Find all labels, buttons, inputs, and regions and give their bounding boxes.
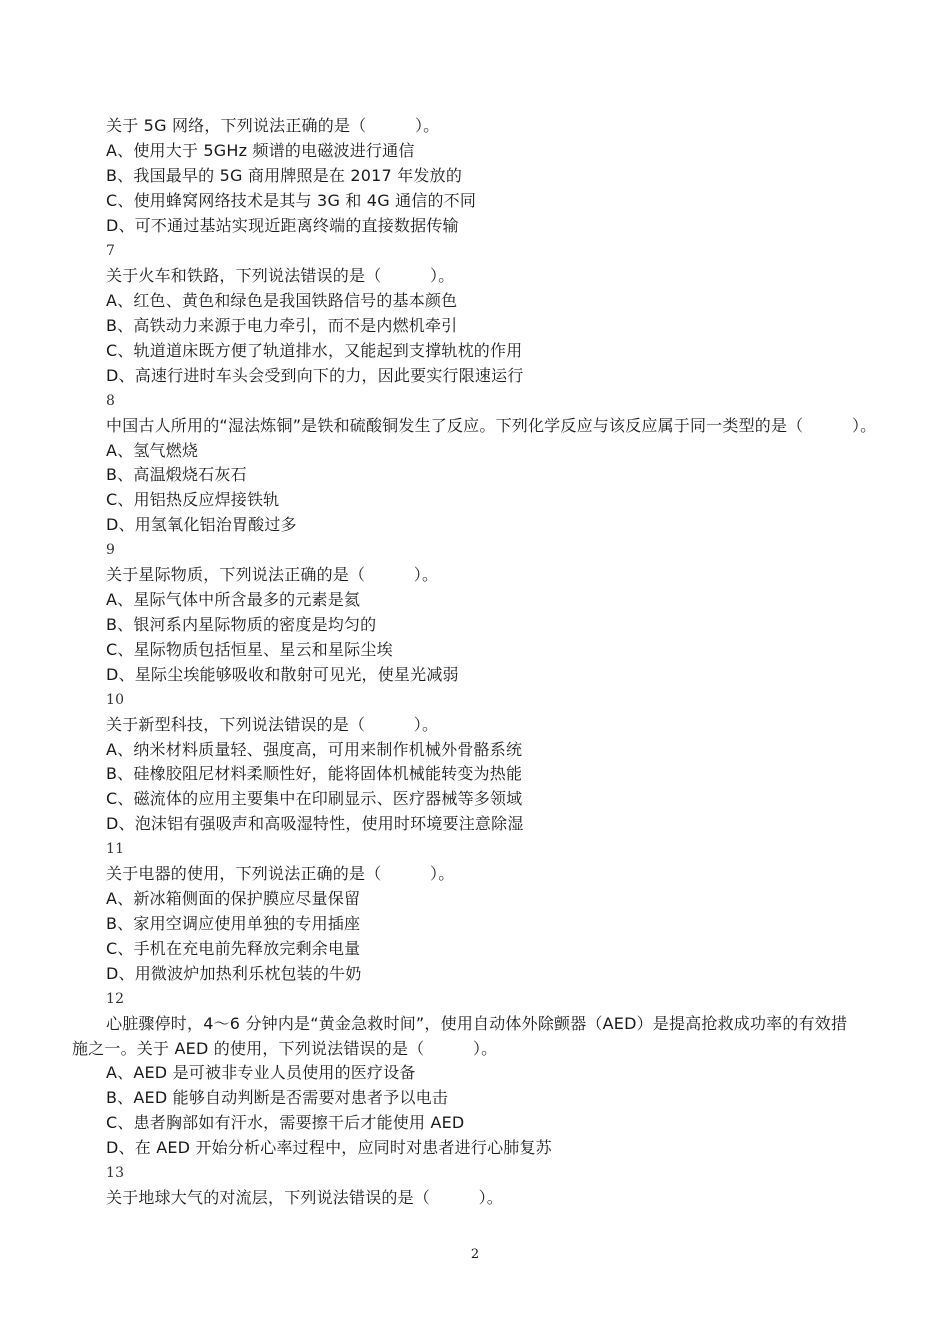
option-a: A、红色、黄色和绿色是我国铁路信号的基本颜色 (106, 291, 458, 310)
question-stem: 关于地球大气的对流层，下列说法错误的是（ ）。 (106, 1188, 504, 1207)
option-b: B、AED 能够自动判断是否需要对患者予以电击 (106, 1088, 449, 1107)
question-stem: 心脏骤停时，4～6 分钟内是“黄金急救时间”，使用自动体外除颤器（AED）是提高抢救成功率的有效措 (106, 1014, 848, 1033)
option-d: D、用氢氧化铝治胃酸过多 (106, 515, 297, 534)
option-c: C、用铝热反应焊接铁轨 (106, 490, 280, 509)
option-b: B、家用空调应使用单独的专用插座 (106, 914, 361, 933)
question-stem-continued: 施之一。关于 AED 的使用，下列说法错误的是（ ）。 (72, 1039, 498, 1058)
option-a: A、星际气体中所含最多的元素是氦 (106, 590, 361, 609)
question-stem: 关于电器的使用，下列说法正确的是（ ）。 (106, 864, 455, 883)
question-number: 13 (106, 1165, 125, 1181)
question-number: 8 (106, 393, 116, 409)
question-number: 7 (106, 243, 116, 259)
option-c: C、使用蜂窝网络技术是其与 3G 和 4G 通信的不同 (106, 191, 477, 210)
option-b: B、高温煅烧石灰石 (106, 465, 247, 484)
option-a: A、AED 是可被非专业人员使用的医疗设备 (106, 1063, 416, 1082)
question-stem: 关于火车和铁路，下列说法错误的是（ ）。 (106, 266, 455, 285)
question-number: 11 (106, 841, 125, 857)
option-d: D、星际尘埃能够吸收和散射可见光，使星光减弱 (106, 665, 459, 684)
option-d: D、在 AED 开始分析心率过程中，应同时对患者进行心肺复苏 (106, 1138, 552, 1157)
option-b: B、银河系内星际物质的密度是均匀的 (106, 615, 377, 634)
question-stem: 关于 5G 网络，下列说法正确的是（ ）。 (106, 116, 440, 135)
option-b: B、高铁动力来源于电力牵引，而不是内燃机牵引 (106, 316, 458, 335)
question-stem: 关于新型科技，下列说法错误的是（ ）。 (106, 715, 439, 734)
option-a: A、新冰箱侧面的保护膜应尽量保留 (106, 889, 361, 908)
question-number: 12 (106, 991, 125, 1007)
option-b: B、硅橡胶阻尼材料柔顺性好，能将固体机械能转变为热能 (106, 764, 523, 783)
option-c: C、手机在充电前先释放完剩余电量 (106, 939, 361, 958)
option-c: C、星际物质包括恒星、星云和星际尘埃 (106, 640, 393, 659)
option-a: A、使用大于 5GHz 频谱的电磁波进行通信 (106, 141, 415, 160)
option-b: B、我国最早的 5G 商用牌照是在 2017 年发放的 (106, 166, 463, 185)
option-c: C、患者胸部如有汗水，需要擦干后才能使用 AED (106, 1113, 465, 1132)
question-number: 10 (106, 692, 125, 708)
question-stem: 中国古人所用的“湿法炼铜”是铁和硫酸铜发生了反应。下列化学反应与该反应属于同一类型的是（ ）。 (106, 416, 877, 435)
option-d: D、可不通过基站实现近距离终端的直接数据传输 (106, 216, 459, 235)
option-d: D、泡沫铝有强吸声和高吸湿特性，使用时环境要注意除湿 (106, 814, 524, 833)
option-a: A、氢气燃烧 (106, 441, 199, 460)
option-d: D、高速行进时车头会受到向下的力，因此要实行限速运行 (106, 366, 524, 385)
option-a: A、纳米材料质量轻、强度高，可用来制作机械外骨骼系统 (106, 740, 523, 759)
page-number: 2 (470, 1247, 480, 1262)
question-number: 9 (106, 542, 116, 558)
option-c: C、磁流体的应用主要集中在印刷显示、医疗器械等多领域 (106, 789, 523, 808)
option-c: C、轨道道床既方便了轨道排水，又能起到支撑轨枕的作用 (106, 341, 523, 360)
question-stem: 关于星际物质，下列说法正确的是（ ）。 (106, 565, 439, 584)
option-d: D、用微波炉加热利乐枕包装的牛奶 (106, 964, 362, 983)
